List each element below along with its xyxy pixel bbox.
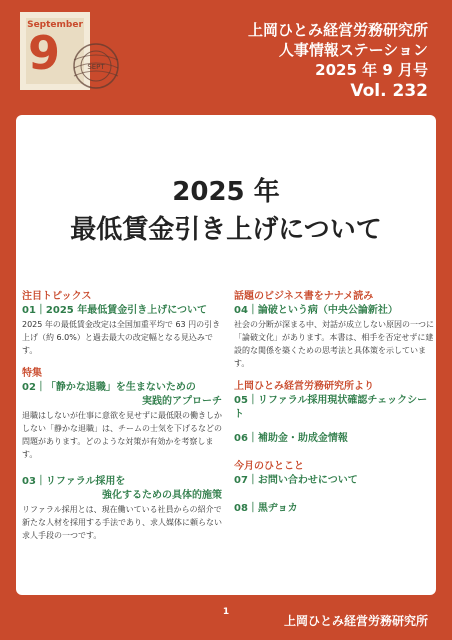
section-feature: 特集	[22, 368, 42, 379]
toc-item-06[interactable]: 06｜補助金・助成金情報	[234, 433, 348, 444]
stamp-number: 9	[28, 26, 61, 80]
postmark-icon	[70, 40, 122, 92]
stamp-month: September	[27, 20, 83, 30]
toc-item-08[interactable]: 08｜黒ヂョカ	[234, 503, 298, 514]
header-volume: Vol. 232	[350, 81, 428, 101]
toc-item-01[interactable]: 01｜2025 年最低賃金引き上げについて	[22, 305, 208, 316]
page-number: 1	[222, 607, 230, 617]
toc-item-02-summary: 退職はしないが仕事に意欲を見せずに最低限の働きしかしない「静かな退職」は、チームの士気を下げるなどの問題があります。どのような対策が有効かを考察します。	[22, 411, 222, 459]
toc-item-01-summary: 2025 年の最低賃金改定は全国加重平均で 63 円の引き上げ（約 6.0%）と過去最大の改定幅となる見込みです。	[22, 320, 221, 355]
toc-item-03[interactable]: 03｜リファラル採用を	[22, 476, 126, 487]
toc-item-03-summary: リファラル採用とは、現在働いている社員からの紹介で新たな人材を採用する手法であり、求人媒体に頼らない求人手段の一つです。	[22, 505, 222, 540]
section-from-lab: 上岡ひとみ経営労務研究所より	[234, 381, 374, 392]
cover-title	[16, 173, 436, 249]
header	[248, 20, 428, 102]
cover-title-main: 最低賃金引き上げについて	[70, 215, 382, 245]
section-business-books: 話題のビジネス書をナナメ読み	[234, 291, 374, 302]
content-card	[16, 115, 436, 595]
header-issue-date: 2025 年 9 月号	[315, 61, 428, 79]
toc-item-04-summary: 社会の分断が深まる中、対話が成立しない原因の一つに「論破文化」があります。本書は、相手を否定せずに建設的な関係を築くための思考法と具体策を示しています。	[234, 320, 434, 368]
section-monthly-word: 今月のひとこと	[234, 461, 304, 472]
footer-company: 上岡ひとみ経営労務研究所	[283, 614, 428, 628]
toc-item-05[interactable]: 05｜リファラル採用現状確認チェックシート	[234, 395, 428, 420]
toc-left-column	[22, 290, 222, 542]
toc-right-column	[234, 290, 434, 516]
header-newsletter-name: 人事情報ステーション	[278, 41, 428, 59]
section-topics: 注目トピックス	[22, 291, 92, 302]
header-company: 上岡ひとみ経営労務研究所	[247, 21, 428, 39]
toc-item-03-subtitle[interactable]: 強化するための具体的施策	[102, 490, 222, 501]
cover-title-year: 2025 年	[172, 177, 280, 207]
toc-item-02-subtitle[interactable]: 実践的アプローチ	[142, 396, 222, 407]
toc-item-04[interactable]: 04｜論破という病（中央公論新社）	[234, 305, 398, 316]
toc-item-02[interactable]: 02｜「静かな退職」を生まないための	[22, 382, 196, 393]
toc-item-07[interactable]: 07｜お問い合わせについて	[234, 475, 358, 486]
postmark-text: SEPT	[87, 63, 105, 71]
